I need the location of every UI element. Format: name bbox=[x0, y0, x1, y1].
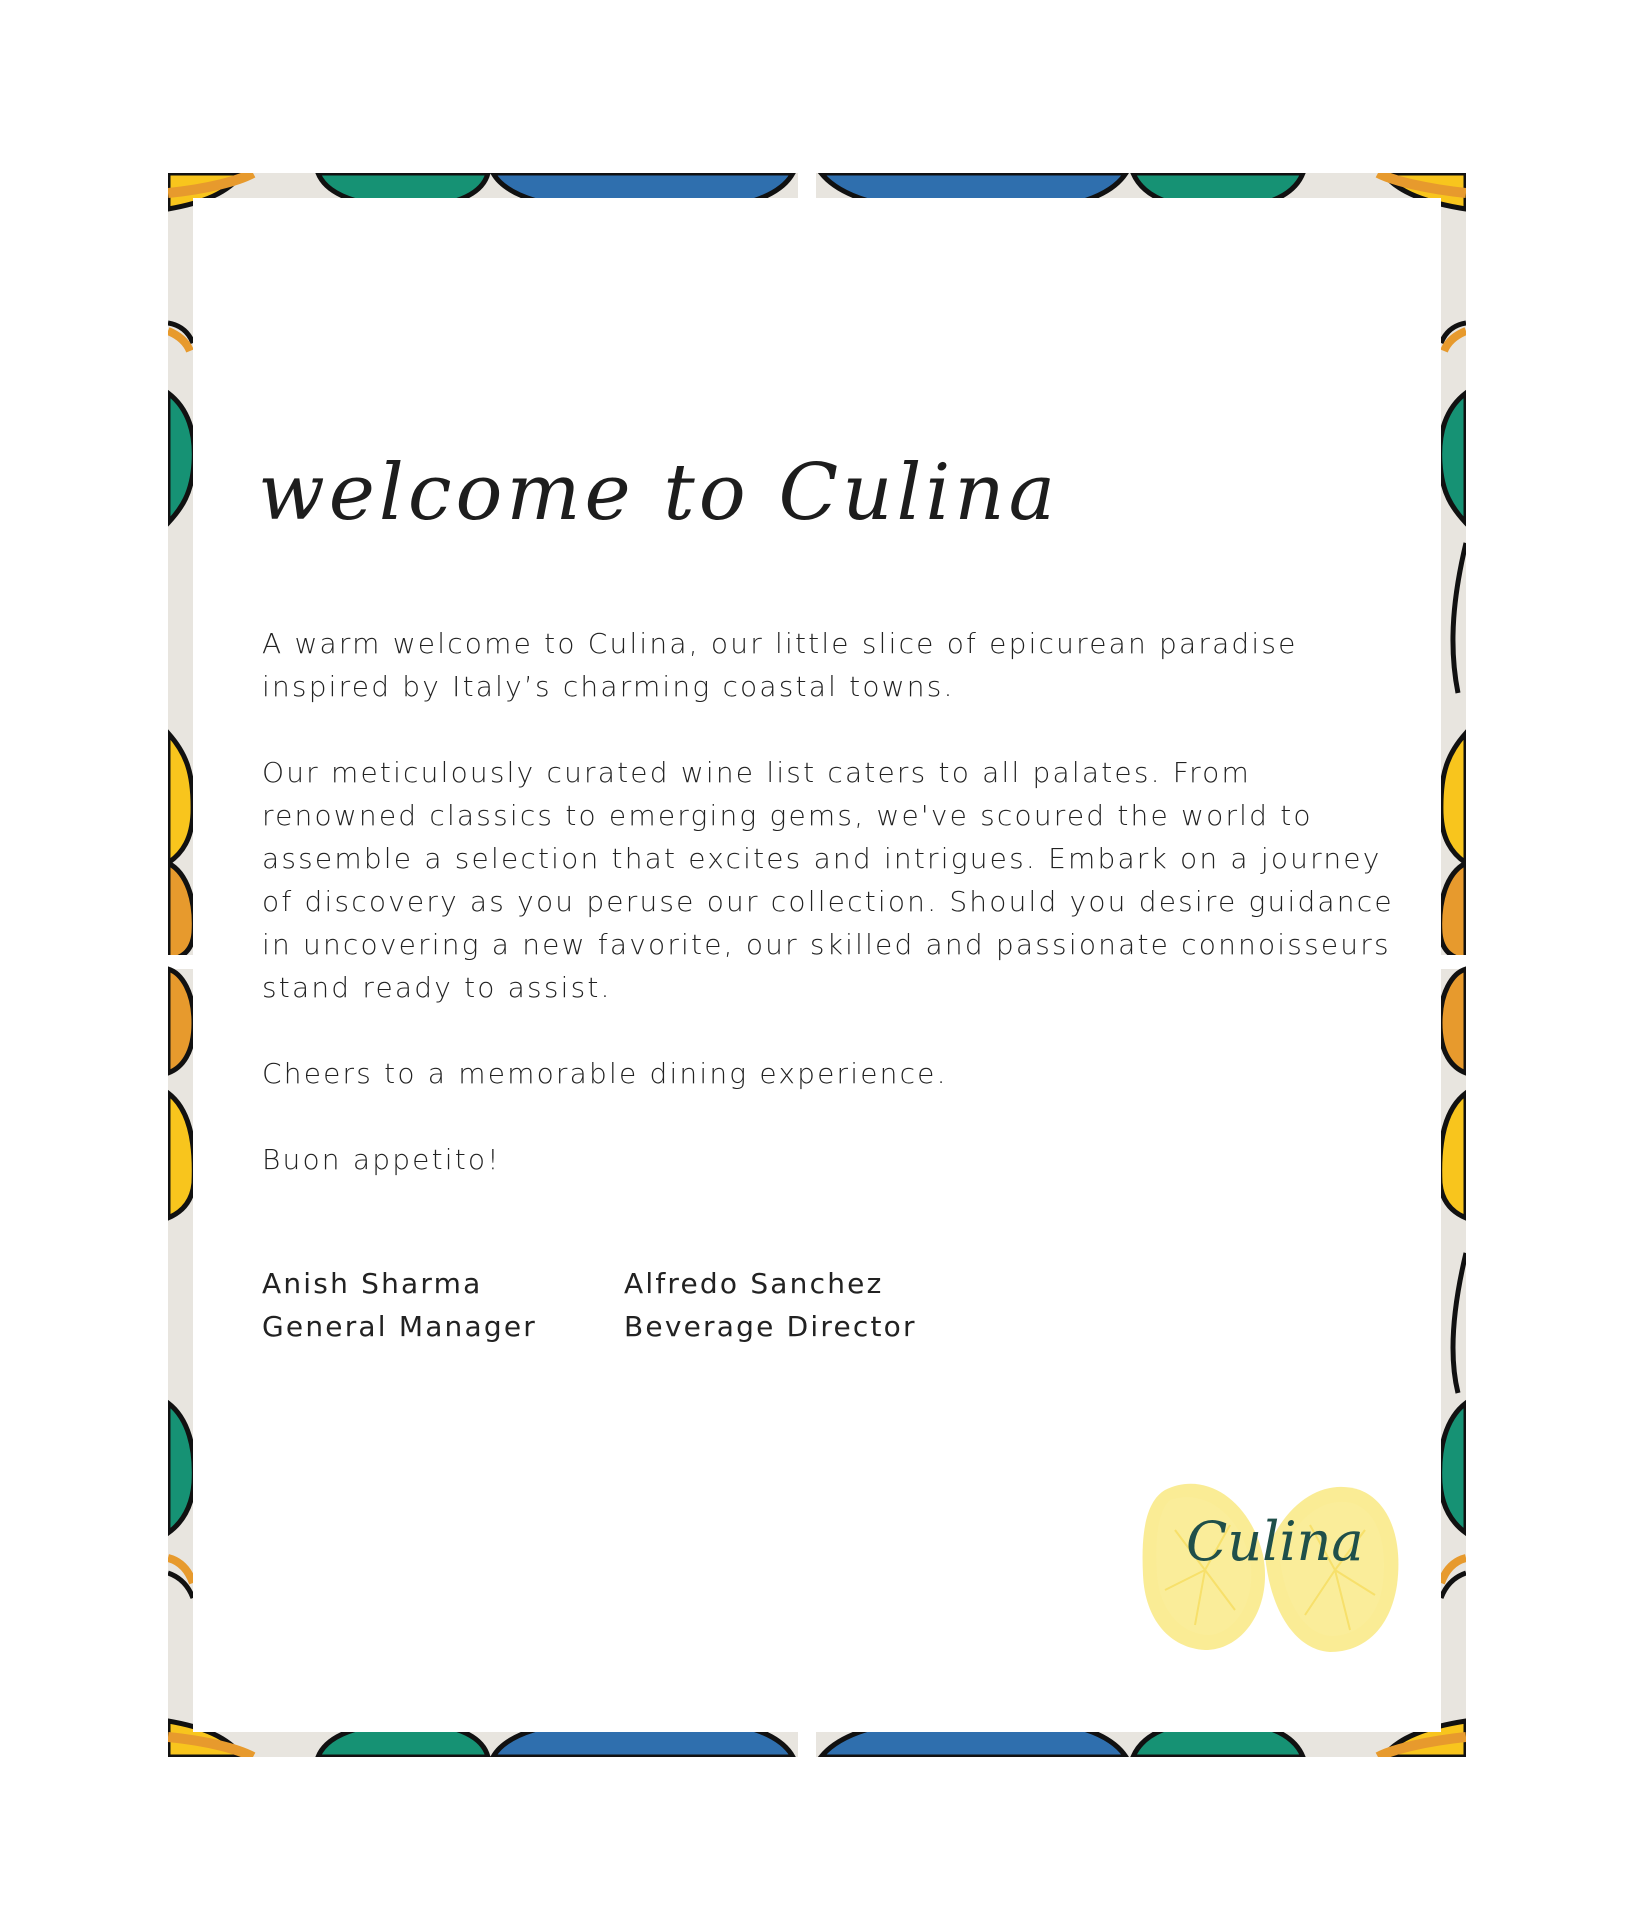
wine-list-paragraph: Our meticulously curated wine list caters to all palates. From renowned classics to emerging gems, we've scoured the world to assemble a selection that excites and intrigues. Embark on a journey of discovery as you peruse our collection. Should you desire guidance in uncovering a new favorite, our skilled and passionate connoisseurs stand ready to assist. bbox=[262, 756, 1394, 1004]
signature-name: Anish Sharma bbox=[262, 1267, 483, 1300]
signature-title: General Manager bbox=[262, 1310, 537, 1343]
cheers-paragraph: Cheers to a memorable dining experience. bbox=[262, 1057, 948, 1090]
welcome-letter-body bbox=[262, 622, 1412, 1224]
culina-logo-text: Culina bbox=[1186, 1510, 1364, 1573]
signature-general-manager bbox=[262, 1262, 537, 1348]
welcome-heading: welcome to Culina bbox=[258, 448, 1060, 538]
signature-title: Beverage Director bbox=[624, 1310, 917, 1343]
signature-beverage-director bbox=[624, 1262, 917, 1348]
sign-off-paragraph: Buon appetito! bbox=[262, 1143, 501, 1176]
intro-paragraph: A warm welcome to Culina, our little slice of epicurean paradise inspired by Italy’s charming coastal towns. bbox=[262, 627, 1298, 703]
signature-name: Alfredo Sanchez bbox=[624, 1267, 884, 1300]
